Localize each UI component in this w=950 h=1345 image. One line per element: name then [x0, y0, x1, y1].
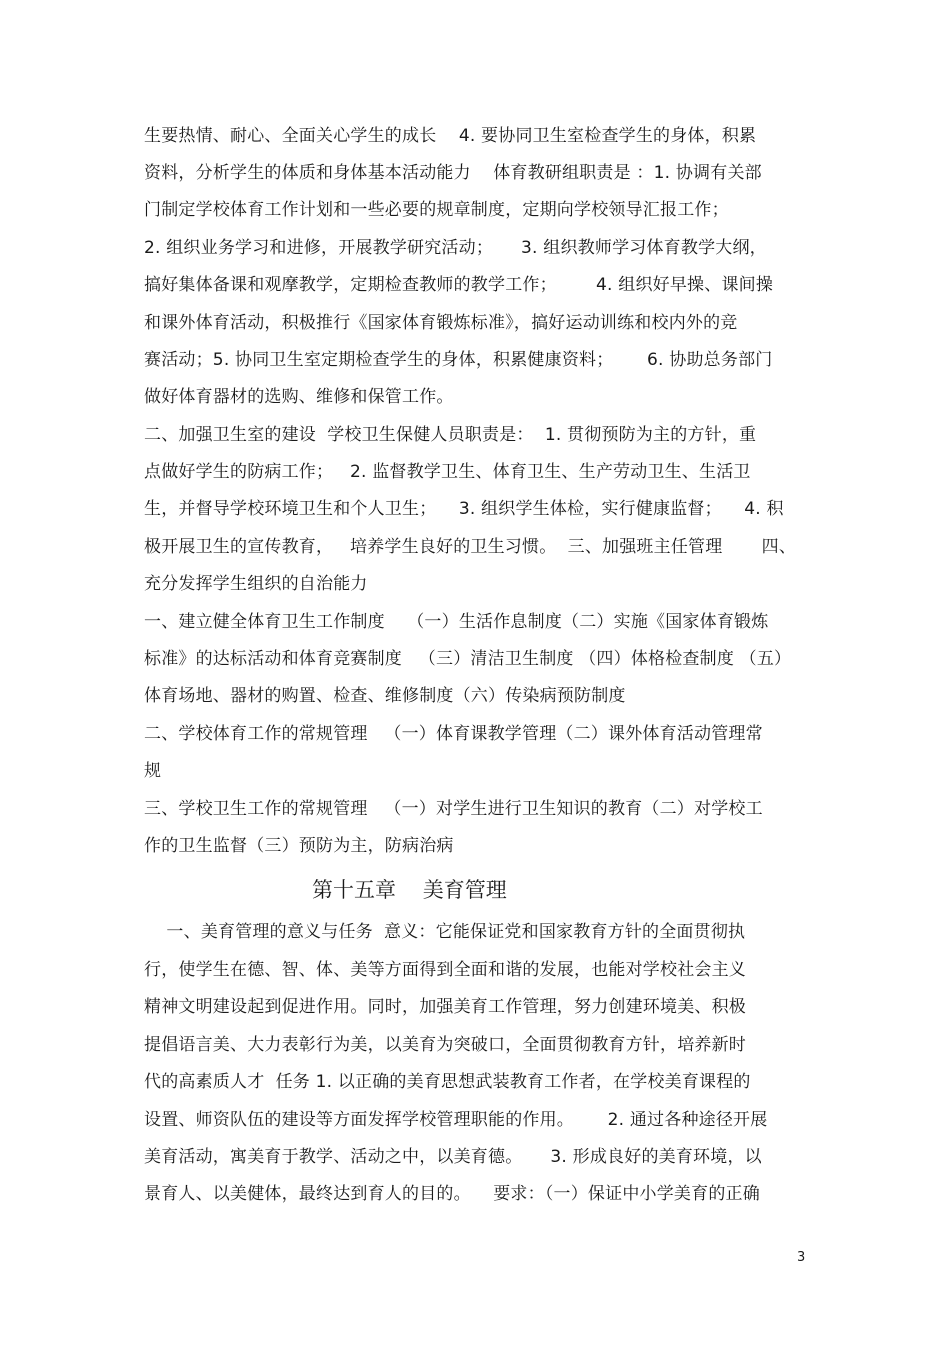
- text-line: 精神文明建设起到促进作用。同时，加强美育工作管理，努力创建环境美、积极: [144, 997, 746, 1017]
- text-line: 做好体育器材的选购、维修和保管工作。: [144, 387, 454, 407]
- text-line: 充分发挥学生组织的自治能力: [144, 574, 368, 594]
- text-line: 一、美育管理的意义与任务 意义：它能保证党和国家教育方针的全面贯彻执: [144, 922, 746, 942]
- text-line: 作的卫生监督（三）预防为主，防病治病: [144, 836, 454, 856]
- chapter-heading: 第十五章 美育管理: [312, 878, 507, 902]
- text-line: 极开展卫生的宣传教育， 培养学生良好的卫生习惯。 三、加强班主任管理 四、: [144, 537, 797, 557]
- text-line: 搞好集体备课和观摩教学，定期检查教师的教学工作； 4. 组织好早操、课间操: [144, 275, 774, 295]
- text-line: 2. 组织业务学习和进修，开展教学研究活动； 3. 组织教师学习体育教学大纲，: [144, 238, 767, 258]
- text-line: 三、学校卫生工作的常规管理 （一）对学生进行卫生知识的教育（二）对学校工: [144, 799, 763, 819]
- text-line: 赛活动；5. 协同卫生室定期检查学生的身体，积累健康资料； 6. 协助总务部门: [144, 350, 773, 370]
- text-line: 美育活动，寓美育于教学、活动之中，以美育德。 3. 形成良好的美育环境，以: [144, 1147, 762, 1167]
- text-line: 生要热情、耐心、全面关心学生的成长 4. 要协同卫生室检查学生的身体，积累: [144, 126, 757, 146]
- text-line: 景育人、以美健体，最终达到育人的目的。 要求：（一）保证中小学美育的正确: [144, 1184, 760, 1204]
- text-line: 和课外体育活动，积极推行《国家体育锻炼标准》，搞好运动训练和校内外的竞: [144, 313, 738, 333]
- text-line: 设置、师资队伍的建设等方面发挥学校管理职能的作用。 2. 通过各种途径开展: [144, 1110, 768, 1130]
- text-line: 二、加强卫生室的建设 学校卫生保健人员职责是： 1. 贯彻预防为主的方针，重: [144, 425, 757, 445]
- text-line: 代的高素质人才 任务 1. 以正确的美育思想武装教育工作者，在学校美育课程的: [144, 1072, 751, 1092]
- text-line: 门制定学校体育工作计划和一些必要的规章制度，定期向学校领导汇报工作；: [144, 200, 729, 220]
- text-line: 一、建立健全体育卫生工作制度 （一）生活作息制度（二）实施《国家体育锻炼: [144, 612, 769, 632]
- text-line: 体育场地、器材的购置、检查、维修制度（六）传染病预防制度: [144, 686, 626, 706]
- text-line: 标准》的达标活动和体育竞赛制度 （三）清洁卫生制度 （四）体格检查制度 （五）: [144, 649, 792, 669]
- page-number: 3: [797, 1250, 806, 1265]
- text-line: 规: [144, 761, 162, 781]
- text-line: 二、学校体育工作的常规管理 （一）体育课教学管理（二）课外体育活动管理常: [144, 724, 763, 744]
- text-line: 资料，分析学生的体质和身体基本活动能力 体育教研组职责是 ：1. 协调有关部: [144, 163, 762, 183]
- text-line: 点做好学生的防病工作； 2. 监督教学卫生、体育卫生、生产劳动卫生、生活卫: [144, 462, 751, 482]
- text-line: 生，并督导学校环境卫生和个人卫生； 3. 组织学生体检，实行健康监督； 4. 积: [144, 499, 784, 519]
- text-line: 行，使学生在德、智、体、美等方面得到全面和谐的发展，也能对学校社会主义: [144, 960, 746, 980]
- text-line: 提倡语言美、大力表彰行为美，以美育为突破口，全面贯彻教育方针，培养新时: [144, 1035, 746, 1055]
